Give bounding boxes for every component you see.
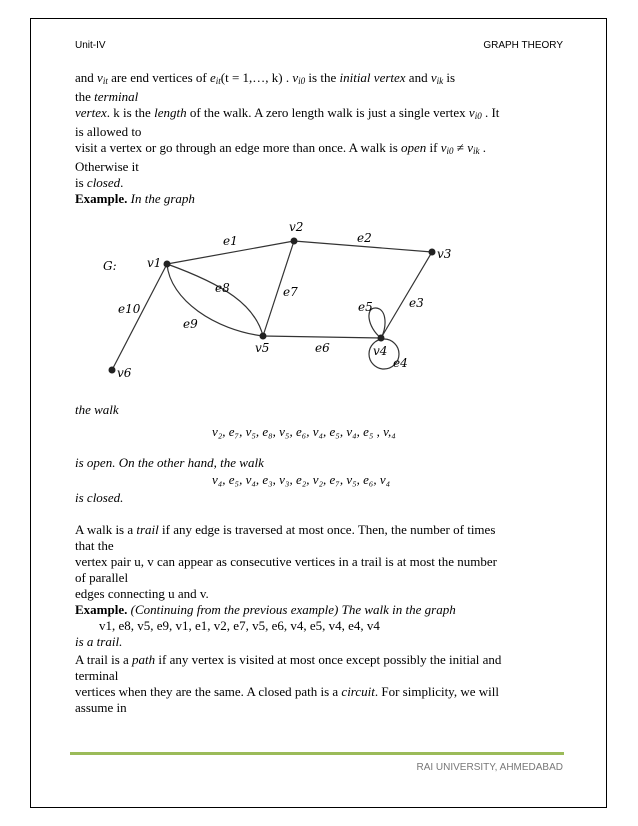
graph-name: G:: [103, 259, 117, 273]
label-v4: v4: [373, 344, 388, 358]
vertex-v5: [260, 333, 267, 340]
footer-rule: [70, 752, 564, 755]
label-e9: e9: [183, 317, 198, 331]
edge-e9: [167, 264, 263, 336]
label-v3: v3: [437, 247, 452, 261]
path-line-1: A trail is a path if any vertex is visited at most once except possibly the initial and: [75, 652, 502, 667]
label-e2: e2: [357, 231, 372, 245]
intro-line-3: vertex. k is the length of the walk. A zero length walk is just a single vertex $v_{i0}$ . It: [75, 105, 500, 121]
label-e10: e10: [118, 302, 141, 316]
trail-line-1: A walk is a trail if any edge is traversed at most once. Then, the number of times: [75, 522, 496, 537]
graph-diagram: [75, 215, 565, 390]
intro-line-1: and $v_{it}$ are end vertices of $e_{it}(t$ = 1,…, k) . $v_{i0}$ is the initial vertex and $v_{ik}$ is: [75, 70, 456, 86]
edge-e6: [263, 336, 381, 338]
walk-sequence-2: v₄, e₅, v₄, e₃, v₃, e₂, v₂, e₇, v₅, e₆, v₄: [212, 472, 391, 487]
label-v6: v6: [117, 366, 132, 380]
path-paragraph: [75, 652, 565, 716]
edge-e10: [112, 264, 167, 370]
intro-line-6: Otherwise it: [75, 159, 139, 174]
trail-example: Example. (Continuing from the previous example) The walk in the graph: [75, 602, 456, 617]
example-heading: Example. In the graph: [75, 191, 195, 206]
label-v5: v5: [255, 341, 270, 355]
intro-text: [75, 70, 565, 207]
vertex-v2: [291, 238, 298, 245]
trail-sequence: v1, e8, v5, e9, v1, e1, v2, e7, v5, e6, v4, e5, v4, e4, v4: [99, 618, 380, 633]
label-v2: v2: [289, 220, 304, 234]
path-line-2: terminal: [75, 668, 119, 683]
label-e3: e3: [409, 296, 424, 310]
trail-line-2: that the: [75, 538, 114, 553]
label-v1: v1: [147, 256, 162, 270]
label-e8: e8: [215, 281, 230, 295]
edge-e8: [167, 264, 263, 336]
path-line-4: assume in: [75, 700, 127, 715]
label-e1: e1: [223, 234, 238, 248]
trail-line-3: vertex pair u, v can appear as consecutive vertices in a trail is at most the number: [75, 554, 497, 569]
vertex-v1: [164, 261, 171, 268]
edge-e3: [381, 252, 432, 338]
path-line-3: vertices when they are the same. A closed path is a circuit. For simplicity, we will: [75, 684, 499, 699]
label-e4: e4: [393, 356, 408, 370]
trail-paragraph: [75, 522, 565, 650]
walk-sequence-1: v₂, e₇, v₅, e₈, v₅, e₆, v₄, e₅, v₄, e₅ , v,₄: [212, 424, 396, 439]
trail-line-4: of parallel: [75, 570, 129, 585]
label-e7: e7: [283, 285, 298, 299]
footer-text: RAI UNIVERSITY, AHMEDABAD: [416, 762, 563, 773]
header-subject: GRAPH THEORY: [483, 40, 563, 51]
label-e5: e5: [358, 300, 373, 314]
trail-conclusion: is a trail.: [75, 634, 123, 649]
header-unit: Unit-IV: [75, 40, 106, 51]
label-e6: e6: [315, 341, 330, 355]
vertex-v4: [378, 335, 385, 342]
intro-line-4: is allowed to: [75, 124, 142, 139]
trail-line-5: edges connecting u and v.: [75, 586, 209, 601]
intro-line-2: the terminal: [75, 89, 139, 104]
walk-closed-text: is closed.: [75, 490, 124, 505]
intro-line-7: is closed.: [75, 175, 124, 190]
intro-line-5: visit a vertex or go through an edge more than once. A walk is open if $v_{i0} \ne v_{ik}$ .: [75, 140, 486, 156]
walk-intro: the walk: [75, 402, 119, 417]
walk-open-text: is open. On the other hand, the walk: [75, 455, 264, 470]
vertex-v6: [109, 367, 116, 374]
vertex-v3: [429, 249, 436, 256]
